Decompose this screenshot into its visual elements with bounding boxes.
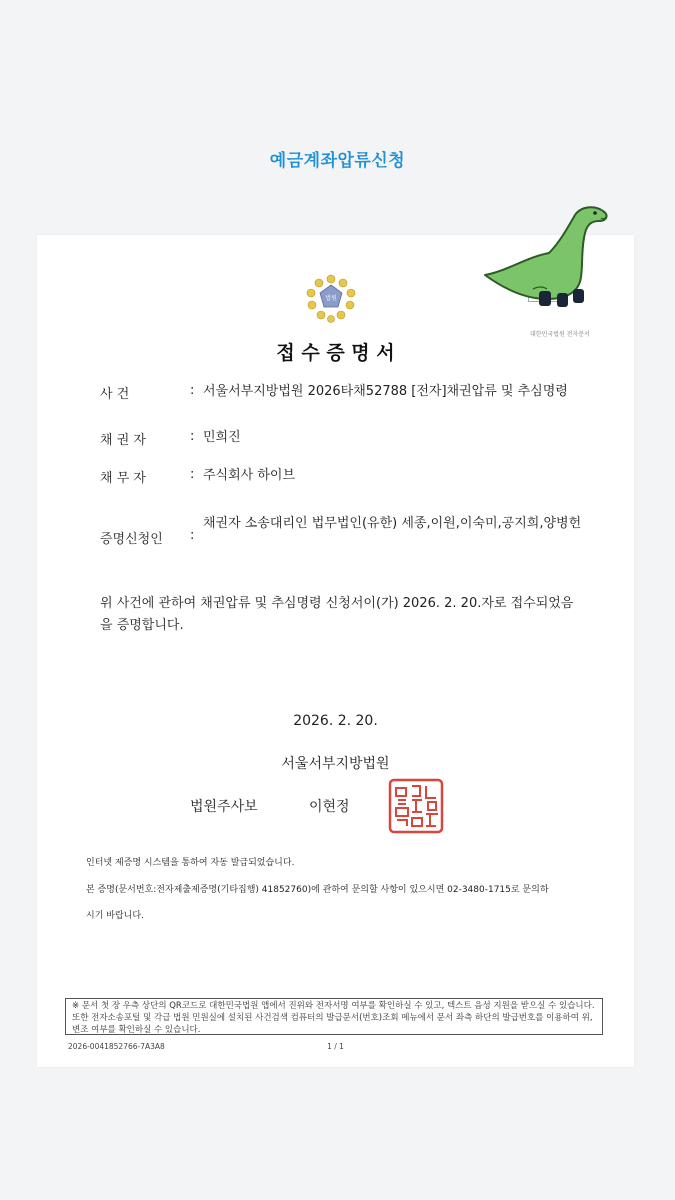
- official-seal-icon: [388, 778, 444, 834]
- document-code: 2026-0041852766-7A3A8: [68, 1042, 165, 1051]
- field-label: 채 무 자: [100, 471, 146, 486]
- document-title: 접 수 증 명 서: [276, 342, 395, 364]
- qr-caption: 대한민국법원 전자문서: [530, 331, 590, 338]
- field-colon: :: [190, 467, 195, 482]
- field-label: 증명신청인: [100, 532, 163, 547]
- field-value: 주식회사 하이브: [203, 468, 296, 483]
- verification-notice: ※ 문서 첫 장 우측 상단의 QR코드로 대한민국법원 앱에서 진위와 전자서명 여부를 확인하실 수 있고, 텍스트 음성 지원을 받으실 수 있습니다. 또한 전자소송포털 및 각급 법원 민원실에 설치된 사건검색 컴퓨터의 발급문서(번호)조회 메뉴에서 문서 좌측 하단의 발급번호를 이용하여 위,변조 여부를 확인하실 수 있습니다.: [65, 998, 603, 1035]
- note-line: 인터넷 제증명 시스템을 통하여 자동 발급되었습니다.: [86, 858, 295, 868]
- field-colon: :: [190, 383, 195, 398]
- dinosaur-sticker: [477, 205, 627, 313]
- certificate-document: [37, 235, 634, 1067]
- official-name: 이현정: [309, 799, 350, 815]
- court-name: 서울서부지방법원: [281, 756, 390, 772]
- page-number: 1 / 1: [327, 1042, 344, 1051]
- note-line: 본 증명(문서번호:전자제출제증명(기타집행) 41852760)에 관하여 문의할 사항이 있으시면 02-3480-1715로 문의하: [86, 885, 549, 895]
- field-colon: :: [190, 429, 195, 444]
- svg-text:법원: 법원: [325, 295, 337, 302]
- field-value: 채권자 소송대리인 법무법인(유한) 세종,이원,이숙미,공지희,양병헌: [203, 516, 582, 531]
- court-emblem-icon: [303, 273, 359, 323]
- field-label: 채 권 자: [100, 433, 146, 448]
- field-colon: :: [190, 528, 195, 543]
- issue-date: 2026. 2. 20.: [293, 713, 378, 729]
- official-title: 법원주사보: [190, 799, 258, 815]
- certification-statement: 위 사건에 관하여 채권압류 및 추심명령 신청서이(가) 2026. 2. 20.자로 접수되었음을 증명합니다.: [100, 596, 574, 633]
- field-label: 사 건: [100, 387, 130, 402]
- field-value: 민희진: [203, 430, 241, 445]
- field-value: 서울서부지방법원 2026타채52788 [전자]채권압류 및 추심명령: [203, 384, 568, 399]
- note-line: 시기 바랍니다.: [86, 911, 144, 921]
- story-title: 예금계좌압류신청: [269, 151, 406, 171]
